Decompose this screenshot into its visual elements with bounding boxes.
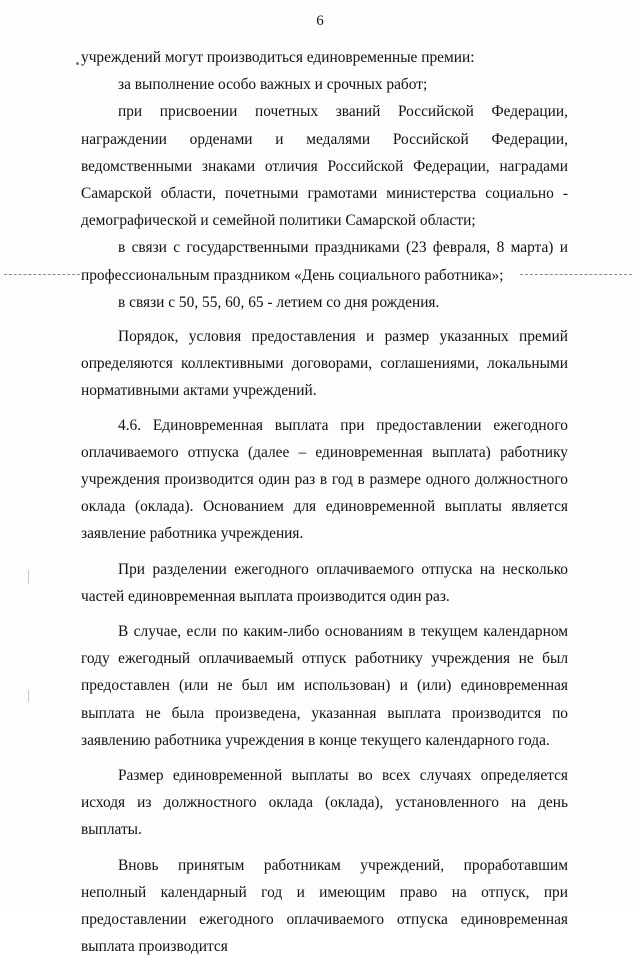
paragraph: Порядок, условия предоставления и размер указанных премий определяются коллективными договорами, соглашениями, локальными нормативными актами учреждений. — [81, 328, 568, 400]
paragraph-continuation: учреждений могут производиться единовременные премии: — [81, 49, 475, 66]
paragraph: При разделении ежегодного оплачиваемого отпуска на несколько частей единовременная выплата производится один раз. — [81, 560, 568, 605]
scan-speck — [76, 62, 79, 65]
scan-artifact-line — [4, 274, 80, 275]
paragraph: Вновь принятым работникам учреждений, проработавшим неполный календарный год и имеющим право на отпуск, при предоставлении ежегодного оплачиваемого отпуска единовременная выплата производится — [81, 856, 568, 956]
paragraph-section-4-6: 4.6. Единовременная выплата при предоставлении ежегодного оплачиваемого отпуска (далее – единовременная выплата) работнику учреждения производится один раз в год в размере одного должностного оклада (оклада). Основанием для единовременной выплаты является заявление работника учреждения. — [81, 416, 568, 543]
paragraph: В случае, если по каким-либо основаниям в текущем календарном году ежегодный оплачиваемый отпуск работнику учреждения не был предоставлен (или не был им использован) и (или) единовременная выплата не была произведена, указанная выплата производится по заявлению работника учреждения в конце текущего календарного года. — [81, 623, 568, 749]
document-body — [81, 44, 568, 961]
paragraph-list-item: за выполнение особо важных и срочных работ; — [118, 76, 428, 94]
paragraph: Размер единовременной выплаты во всех случаях определяется исходя из должностного оклада (оклада), установленного на день выплаты. — [81, 767, 568, 839]
scan-edge-mark — [28, 690, 29, 702]
scan-edge-mark — [28, 570, 29, 584]
paragraph-list-item: при присвоении почетных званий Российской Федерации, награждении орденами и медалями Российской Федерации, ведомственными знаками отличия Российской Федерации, наградами Самарской области, почетными грамотами министерства социально - демографической и семейной политики Самарской области; — [81, 103, 568, 230]
paragraph-list-item: в связи с 50, 55, 60, 65 - летием со дня рождения. — [118, 293, 440, 311]
paragraph-list-item: в связи с государственными праздниками (23 февраля, 8 марта) и профессиональным праздником «День социального работника»; — [81, 239, 568, 284]
page-number: 6 — [316, 13, 324, 29]
